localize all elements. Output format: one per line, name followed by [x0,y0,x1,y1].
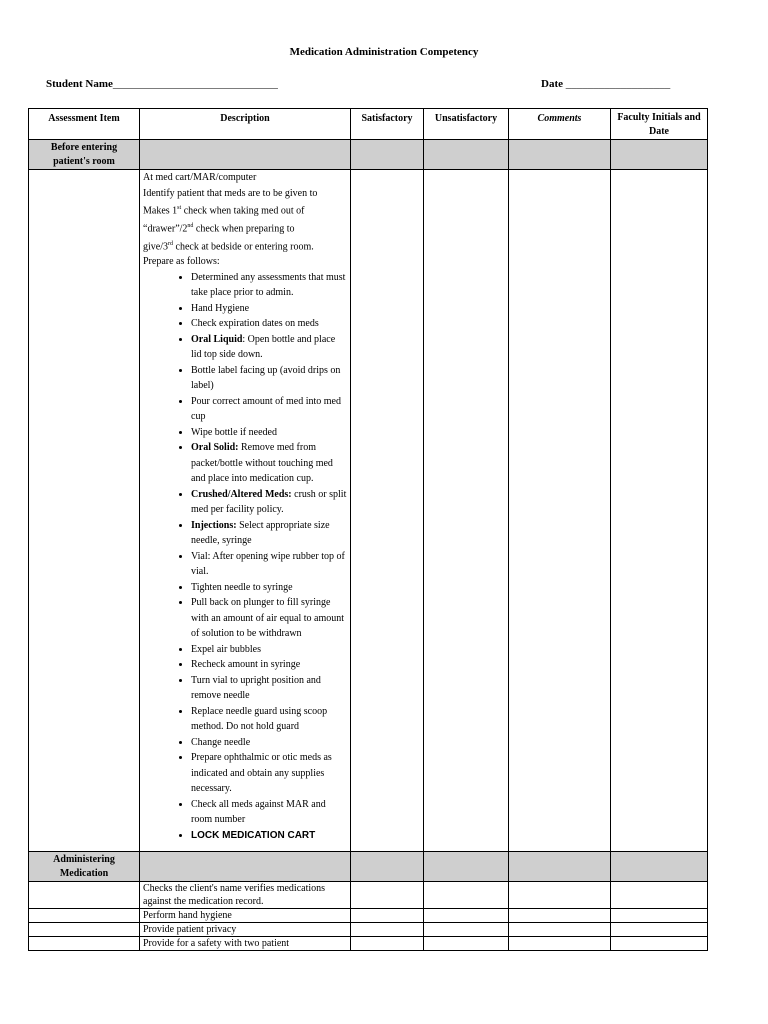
col-faculty-initials: Faculty Initials and Date [611,109,708,140]
col-satisfactory: Satisfactory [351,109,424,140]
table-row [29,923,708,937]
col-comments: Comments [509,109,611,140]
list-item: • Vial: After opening wipe rubber top of vial. [191,549,347,580]
list-item: • Determined any assessments that must take place prior to admin. [191,270,347,301]
list-item: • Pull back on plunger to fill syringe with an amount of air equal to amount of solution to be withdrawn [191,595,347,642]
list-item: • Crushed/Altered Meds: crush or split med per facility policy. [191,487,347,518]
row-description: Checks the client's name verifies medications against the medication record. [140,882,351,909]
competency-table [28,108,708,951]
student-name-label: Student Name [46,78,113,90]
list-item: • Tighten needle to syringe [191,580,347,596]
list-item: • Expel air bubbles [191,642,347,658]
row-description: Provide patient privacy [140,923,351,937]
date-blank: ___________________ [565,78,671,90]
list-item: • Oral Liquid: Open bottle and place lid top side down. [191,332,347,363]
table-row [29,909,708,923]
row-description: Provide for a safety with two patient [140,937,351,951]
list-item: • Replace needle guard using scoop method. Do not hold guard [191,704,347,735]
table-row [29,170,708,852]
col-assessment-item: Assessment Item [29,109,140,140]
col-unsatisfactory: Unsatisfactory [424,109,509,140]
list-item: • Change needle [191,735,347,751]
list-item: • Bottle label facing up (avoid drips on label) [191,363,347,394]
list-item: • Check all meds against MAR and room number [191,797,347,828]
header-row [29,109,708,140]
description-cell: At med cart/MAR/computer Identify patient that meds are to be given to Makes 1st check when taking med out of “drawer”/2nd check when preparing to give/3rd check at bedside or entering room. Prepare as follows: • Determined any assessments that must take place prior to admin. • Hand Hygiene • Check expiration dates on meds • Oral Liquid: Open bottle and place lid top side down. • Bottle label facing up (avoid drips on label) • Pour correct amount of med into med cup • Wipe bottle if needed • Oral Solid: Remove med from packet/bottle without touching med and place into medication cup. • Crushed/Altered Meds: crush or split med per facility policy. • Injections: Select appropriate size needle, syringe • Vial: After opening wipe rubber top of vial. • Tighten needle to syringe • Pull back on plunger to fill syringe with an amount of air equal to amount of solution to be withdrawn • Expel air bubbles • Recheck amount in syringe • Turn vial to upright position and remove needle • Replace needle guard using scoop method. Do not hold guard • Change needle • Prepare ophthalmic or otic meds as indicated and obtain any supplies necessary. • Check all meds against MAR and room number • LOCK MEDICATION CART [140,170,351,852]
section-label: Administering Medication [29,852,140,882]
document-title: Medication Administration Competency [289,46,479,58]
list-item-lock-cart: • LOCK MEDICATION CART [191,828,347,844]
preparation-list [143,270,347,844]
col-description: Description [140,109,351,140]
list-item: • Turn vial to upright position and remove needle [191,673,347,704]
student-name-blank: ______________________________ [112,78,278,90]
list-item: • Oral Solid: Remove med from packet/bottle without touching med and place into medication cup. [191,440,347,487]
list-item: • Recheck amount in syringe [191,657,347,673]
row-description: Perform hand hygiene [140,909,351,923]
table-row [29,937,708,951]
table-row [29,882,708,909]
list-item: • Check expiration dates on meds [191,316,347,332]
list-item: • Prepare ophthalmic or otic meds as indicated and obtain any supplies necessary. [191,750,347,797]
date-field [541,78,670,90]
section-administering [29,852,708,882]
list-item: • Hand Hygiene [191,301,347,317]
list-item: • Wipe bottle if needed [191,425,347,441]
section-before-entering [29,140,708,170]
section-label: Before entering patient's room [29,140,140,170]
date-label: Date [541,78,563,90]
list-item: • Injections: Select appropriate size needle, syringe [191,518,347,549]
list-item: • Pour correct amount of med into med cup [191,394,347,425]
student-name-field [46,78,278,90]
